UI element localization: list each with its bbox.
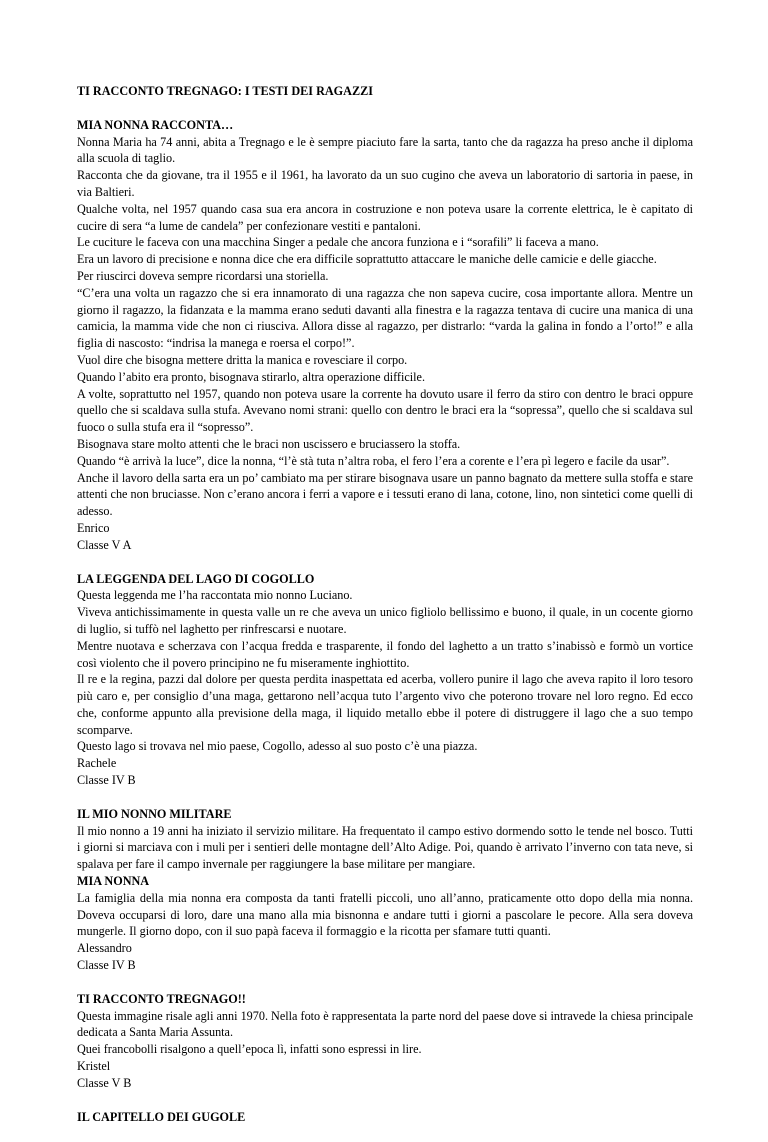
- section-paragraph: Rachele: [77, 756, 117, 771]
- section-paragraph: Classe V A: [77, 537, 132, 552]
- section-heading: MIA NONNA: [77, 874, 150, 889]
- section-paragraph: Classe IV B: [77, 958, 136, 973]
- section-paragraph: Bisognava stare molto attenti che le braci non uscissero e bruciassero la stoffa.: [77, 436, 461, 451]
- section-paragraph: Quando l’abito era pronto, bisognava stirarlo, altra operazione difficile.: [77, 369, 426, 384]
- section-paragraph: Enrico: [77, 520, 110, 535]
- story-section: [77, 1109, 693, 1126]
- section-paragraph: Kristel: [77, 1059, 111, 1074]
- section-paragraph: Viveva antichissimamente in questa valle un re che aveva un unico figliolo bellissimo e buono, il quale, in un cocente giorno di luglio, si tuffò nel laghetto per rinfrescarsi e nuotare.: [77, 605, 693, 636]
- section-paragraph: Quei francobolli risalgono a quell’epoca lì, infatti sono espressi in lire.: [77, 1042, 422, 1057]
- section-paragraph: Per riuscirci doveva sempre ricordarsi una storiella.: [77, 268, 329, 283]
- section-heading: TI RACCONTO TREGNAGO!!: [77, 991, 246, 1006]
- section-paragraph: Le cuciture le faceva con una macchina Singer a pedale che ancora funziona e i “sorafili” li faceva a mano.: [77, 235, 599, 250]
- section-paragraph: Classe V B: [77, 1075, 132, 1090]
- section-heading: IL MIO NONNO MILITARE: [77, 806, 232, 821]
- section-paragraph: “C’era una volta un ragazzo che si era innamorato di una ragazza che non sapeva cucire, cosa importante allora. Mentre un giorno il ragazzo, la fidanzata e la mamma erano seduti davanti alla finestra e la ragazza tentava di cucire una manica di una camicia, la mamma vide che non ci riusciva. Allora disse al ragazzo, per distrarlo: “varda la galina in fondo a l’orto!” e alla figlia di nascosto: “indrisa la manega e roersa el corpo!”.: [77, 285, 693, 351]
- section-paragraph: Vuol dire che bisogna mettere dritta la manica e rovesciare il corpo.: [77, 352, 408, 367]
- section-paragraph: La famiglia della mia nonna era composta da tanti fratelli piccoli, uno all’anno, praticamente otto dopo della mia nonna. Doveva occuparsi di loro, dare una mano alla mia bisnonna e andare tutti i giorni a pascolare le pecore. Alla sera doveva mungerle. Il giorno dopo, con il suo papà faceva il formaggio e la ricotta per sfamare tutti quanti.: [77, 890, 693, 939]
- story-section: [77, 991, 693, 1092]
- section-heading: LA LEGGENDA DEL LAGO DI COGOLLO: [77, 571, 315, 586]
- section-paragraph: Quando “è arrivà la luce”, dice la nonna, “l’è stà tuta n’altra roba, el fero l’era a corente e l’era pì legero e facile da usar”.: [77, 453, 670, 468]
- document-title: TI RACCONTO TREGNAGO: I TESTI DEI RAGAZZI: [77, 84, 373, 98]
- section-paragraph: Questa leggenda me l’ha raccontata mio nonno Luciano.: [77, 588, 353, 603]
- section-paragraph: Anche il lavoro della sarta era un po’ cambiato ma per stirare bisognava usare un panno bagnato da mettere sulla stoffa e stare attenti che non bruciasse. Non c’erano ancora i ferri a vapore e i tessuti erano di lana, cotone, lino, non sintetici come quelli di adesso.: [77, 470, 693, 519]
- section-paragraph: Nonna Maria ha 74 anni, abita a Tregnago e le è sempre piaciuto fare la sarta, tanto che da ragazza ha preso anche il diploma alla scuola di taglio.: [77, 134, 693, 166]
- story-section: [77, 117, 693, 554]
- story-section: [77, 571, 693, 789]
- section-paragraph: Era un lavoro di precisione e nonna dice che era difficile soprattutto attaccare le maniche delle camicie e delle giacche.: [77, 252, 657, 267]
- section-heading: MIA NONNA RACCONTA…: [77, 117, 234, 132]
- story-section: [77, 806, 693, 873]
- section-paragraph: Classe IV B: [77, 773, 136, 788]
- section-paragraph: Questo lago si trovava nel mio paese, Cogollo, adesso al suo posto c’è una piazza.: [77, 739, 478, 754]
- section-paragraph: A volte, soprattutto nel 1957, quando non poteva usare la corrente ha dovuto usare il ferro da stiro con dentro le braci oppure quello che si scaldava sulla stufa. Avevano nomi strani: quello con dentro le braci era la “sopressa”, quello che si scaldava sul fuoco o sulla stufa era il “sopresso”.: [77, 386, 693, 435]
- section-paragraph: Racconta che da giovane, tra il 1955 e il 1961, ha lavorato da un suo cugino che aveva un laboratorio di sartoria in paese, in via Baltieri.: [77, 168, 693, 199]
- section-paragraph: Mentre nuotava e scherzava con l’acqua fredda e trasparente, il fondo del laghetto a un tratto s’inabissò e formò un vortice così violento che il povero principino ne fu miseramente inghiottito.: [77, 638, 693, 670]
- section-heading: IL CAPITELLO DEI GUGOLE: [77, 1109, 246, 1124]
- section-paragraph: Alessandro: [77, 941, 132, 956]
- story-section: [77, 873, 693, 974]
- section-paragraph: Qualche volta, nel 1957 quando casa sua era ancora in costruzione e non poteva usare la corrente elettrica, le è capitato di cucire di sera “a lume de candela” per confezionare vestiti e pantaloni.: [77, 201, 693, 233]
- document-page: [77, 83, 693, 1142]
- section-paragraph: Il mio nonno a 19 anni ha iniziato il servizio militare. Ha frequentato il campo estivo dormendo sotto le tende nel bosco. Tutti i giorni si marciava con i muli per i sentieri delle montagne dell’Alto Adige. Poi, quando è arrivato l’inverno con tata neve, si spalava per fare il campo invernale per raggiungere la base militare per mangiare.: [77, 823, 693, 872]
- sections-container: [77, 117, 693, 1126]
- section-paragraph: Il re e la regina, pazzi dal dolore per questa perdita inaspettata ed acerba, vollero punire il lago che aveva rapito il loro tesoro più caro e, per consiglio d’una maga, gettarono nell’acqua tuto l’argento vivo che poterono trovare nel loro regno. Ed ecco che, conforme appunto alla previsione della maga, il liquido metallo ebbe il potere di distruggere il lago che a suo tempo scomparve.: [77, 672, 693, 737]
- section-paragraph: Questa immagine risale agli anni 1970. Nella foto è rappresentata la parte nord del paese dove si intravede la chiesa principale dedicata a Santa Maria Assunta.: [77, 1008, 693, 1040]
